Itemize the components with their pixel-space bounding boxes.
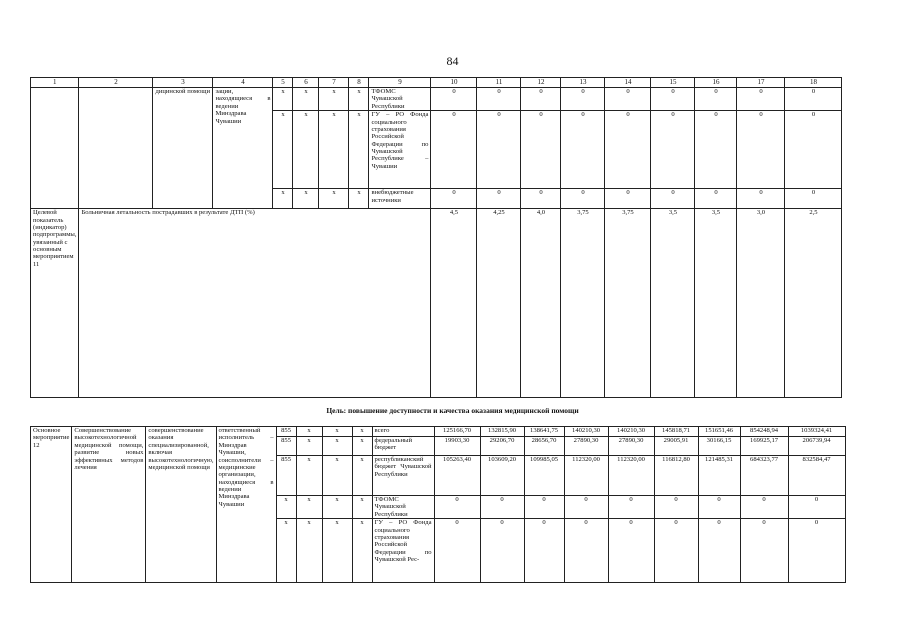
cell-source: ГУ – РО Фонда социального страхования Российской Федерации по Чувашской Рес- bbox=[372, 519, 434, 583]
cell-value: 132815,90 bbox=[480, 427, 524, 437]
program-table-bottom bbox=[30, 426, 846, 583]
cell-col5: 855 bbox=[276, 437, 296, 456]
cell-value: 0 bbox=[605, 88, 651, 111]
cell-value: 0 bbox=[737, 189, 785, 209]
cell-col6: х bbox=[296, 456, 322, 496]
cell-value: 0 bbox=[651, 88, 695, 111]
cell-col7: х bbox=[322, 496, 352, 519]
cell-value: 121485,31 bbox=[698, 456, 740, 496]
cell-col8: х bbox=[352, 437, 372, 456]
cell-value: 206739,94 bbox=[788, 437, 845, 456]
cell-value: 4,25 bbox=[477, 209, 521, 398]
cell-col8: х bbox=[349, 111, 369, 189]
cell-value: 0 bbox=[605, 189, 651, 209]
cell-value: 103609,20 bbox=[480, 456, 524, 496]
cell-value: 0 bbox=[477, 111, 521, 189]
cell-value: 0 bbox=[521, 111, 561, 189]
cell-value: 0 bbox=[695, 189, 737, 209]
cell-col6: х bbox=[296, 519, 322, 583]
cell-value: 0 bbox=[651, 111, 695, 189]
cell-col7: х bbox=[322, 427, 352, 437]
indicator-text: Больничная летальность пострадавших в результате ДТП (%) bbox=[79, 209, 431, 398]
cell-value: 4,0 bbox=[521, 209, 561, 398]
cell-value: 0 bbox=[698, 496, 740, 519]
cell-col7: х bbox=[319, 111, 349, 189]
cell-value: 0 bbox=[654, 519, 698, 583]
cell-col4: зации, находящиеся в ведении Минздрава Чувашии bbox=[213, 88, 273, 209]
cell-value: 1039324,41 bbox=[788, 427, 845, 437]
col-header: 13 bbox=[561, 78, 605, 88]
cell-value: 0 bbox=[737, 111, 785, 189]
cell-value: 138641,75 bbox=[524, 427, 564, 437]
cell-value: 0 bbox=[480, 496, 524, 519]
col-header: 8 bbox=[349, 78, 369, 88]
cell-source: ТФОМС Чувашской Республики bbox=[369, 88, 431, 111]
cell-value: 0 bbox=[561, 88, 605, 111]
cell-col8: х bbox=[352, 519, 372, 583]
cell-value: 29206,70 bbox=[480, 437, 524, 456]
cell-value: 0 bbox=[654, 496, 698, 519]
cell-col8: х bbox=[352, 456, 372, 496]
cell-value: 109985,05 bbox=[524, 456, 564, 496]
cell-source: ГУ – РО Фонда социального страхования Российской Федерации по Чувашской Республике – Чувашии bbox=[369, 111, 431, 189]
cell-value: 0 bbox=[608, 496, 654, 519]
cell-col7: х bbox=[322, 519, 352, 583]
cell-source: федеральный бюджет bbox=[372, 437, 434, 456]
cell-value: 0 bbox=[564, 496, 608, 519]
cell-col1 bbox=[31, 88, 79, 209]
cell-value: 0 bbox=[788, 496, 845, 519]
col-header: 10 bbox=[431, 78, 477, 88]
col-header: 17 bbox=[737, 78, 785, 88]
cell-value: 116812,80 bbox=[654, 456, 698, 496]
cell-value: 169925,17 bbox=[740, 437, 788, 456]
col-header: 16 bbox=[695, 78, 737, 88]
cell-value: 30166,15 bbox=[698, 437, 740, 456]
cell-value: 105263,40 bbox=[434, 456, 480, 496]
col-header: 14 bbox=[605, 78, 651, 88]
cell-col4: ответственный исполнитель – Минздрав Чувашии, соисполнители – медицинские организации, находящиеся в ведении Минздрава Чувашии bbox=[216, 427, 276, 583]
cell-col5: х bbox=[276, 496, 296, 519]
cell-value: 0 bbox=[785, 189, 842, 209]
cell-value: 0 bbox=[477, 88, 521, 111]
cell-value: 28656,70 bbox=[524, 437, 564, 456]
cell-value: 112320,00 bbox=[608, 456, 654, 496]
cell-value: 140210,30 bbox=[564, 427, 608, 437]
cell-value: 0 bbox=[524, 519, 564, 583]
cell-value: 151651,46 bbox=[698, 427, 740, 437]
cell-col5: 855 bbox=[276, 456, 296, 496]
cell-col5: х bbox=[273, 111, 293, 189]
col-header: 2 bbox=[79, 78, 153, 88]
cell-col7: х bbox=[319, 189, 349, 209]
cell-col1: Основное мероприятие 12 bbox=[31, 427, 72, 583]
cell-value: 0 bbox=[521, 88, 561, 111]
cell-col6: х bbox=[296, 437, 322, 456]
cell-col5: х bbox=[273, 189, 293, 209]
cell-value: 0 bbox=[788, 519, 845, 583]
cell-value: 3,5 bbox=[695, 209, 737, 398]
cell-col6: х bbox=[293, 111, 319, 189]
cell-col7: х bbox=[322, 456, 352, 496]
cell-value: 27890,30 bbox=[564, 437, 608, 456]
table-row bbox=[31, 427, 846, 437]
col-header: 3 bbox=[153, 78, 213, 88]
cell-col6: х bbox=[296, 496, 322, 519]
cell-value: 0 bbox=[698, 519, 740, 583]
cell-value: 0 bbox=[737, 88, 785, 111]
goal-heading: Цель: повышение доступности и качества оказания медицинской помощи bbox=[326, 406, 579, 415]
program-table-top bbox=[30, 77, 842, 398]
col-header: 1 bbox=[31, 78, 79, 88]
cell-col6: х bbox=[293, 189, 319, 209]
cell-value: 832584,47 bbox=[788, 456, 845, 496]
cell-source: всего bbox=[372, 427, 434, 437]
cell-value: 0 bbox=[740, 519, 788, 583]
cell-col8: х bbox=[349, 88, 369, 111]
cell-col6: х bbox=[296, 427, 322, 437]
cell-value: 0 bbox=[431, 111, 477, 189]
indicator-row bbox=[31, 209, 842, 398]
cell-value: 684323,77 bbox=[740, 456, 788, 496]
cell-value: 4,5 bbox=[431, 209, 477, 398]
col-header: 5 bbox=[273, 78, 293, 88]
cell-value: 140210,30 bbox=[608, 427, 654, 437]
cell-value: 0 bbox=[651, 189, 695, 209]
cell-value: 2,5 bbox=[785, 209, 842, 398]
cell-value: 0 bbox=[564, 519, 608, 583]
col-header: 6 bbox=[293, 78, 319, 88]
cell-col5: х bbox=[273, 88, 293, 111]
cell-value: 3,5 bbox=[651, 209, 695, 398]
cell-value: 0 bbox=[431, 189, 477, 209]
cell-value: 0 bbox=[785, 111, 842, 189]
cell-value: 125166,70 bbox=[434, 427, 480, 437]
cell-value: 0 bbox=[434, 519, 480, 583]
cell-value: 3,75 bbox=[561, 209, 605, 398]
column-header-row bbox=[31, 78, 842, 88]
col-header: 7 bbox=[319, 78, 349, 88]
cell-col7: х bbox=[322, 437, 352, 456]
cell-value: 0 bbox=[477, 189, 521, 209]
cell-col8: х bbox=[349, 189, 369, 209]
cell-source: республиканский бюджет Чувашской Республики bbox=[372, 456, 434, 496]
cell-value: 145818,71 bbox=[654, 427, 698, 437]
cell-col8: х bbox=[352, 427, 372, 437]
cell-value: 0 bbox=[785, 88, 842, 111]
page-number: 84 bbox=[446, 54, 459, 68]
cell-value: 0 bbox=[695, 111, 737, 189]
cell-col7: х bbox=[319, 88, 349, 111]
cell-col6: х bbox=[293, 88, 319, 111]
indicator-label: Целевой показатель (индикатор) подпрограммы, увязанный с основным мероприятием 11 bbox=[31, 209, 79, 398]
col-header: 9 bbox=[369, 78, 431, 88]
cell-value: 854248,94 bbox=[740, 427, 788, 437]
cell-col3: совершенствование оказания специализированной, включая высокотехнологичную, медицинской помощи bbox=[146, 427, 216, 583]
cell-value: 0 bbox=[561, 111, 605, 189]
cell-value: 0 bbox=[561, 189, 605, 209]
cell-source: внебюджетные источники bbox=[369, 189, 431, 209]
cell-value: 0 bbox=[605, 111, 651, 189]
cell-value: 0 bbox=[431, 88, 477, 111]
col-header: 11 bbox=[477, 78, 521, 88]
cell-source: ТФОМС Чувашской Республики bbox=[372, 496, 434, 519]
cell-value: 0 bbox=[521, 189, 561, 209]
cell-value: 0 bbox=[480, 519, 524, 583]
table-row bbox=[31, 88, 842, 111]
cell-col8: х bbox=[352, 496, 372, 519]
cell-col5: х bbox=[276, 519, 296, 583]
cell-col5: 855 bbox=[276, 427, 296, 437]
cell-value: 0 bbox=[740, 496, 788, 519]
cell-col2: Совершенствование высокотехнологичной медицинской помощи, развитие новых эффективных методов лечения bbox=[72, 427, 146, 583]
col-header: 12 bbox=[521, 78, 561, 88]
cell-col3: дицинской помощи bbox=[153, 88, 213, 209]
cell-value: 3,0 bbox=[737, 209, 785, 398]
cell-value: 0 bbox=[434, 496, 480, 519]
cell-value: 0 bbox=[608, 519, 654, 583]
col-header: 18 bbox=[785, 78, 842, 88]
cell-value: 29005,91 bbox=[654, 437, 698, 456]
cell-col2 bbox=[79, 88, 153, 209]
cell-value: 112320,00 bbox=[564, 456, 608, 496]
cell-value: 3,75 bbox=[605, 209, 651, 398]
cell-value: 19903,30 bbox=[434, 437, 480, 456]
cell-value: 0 bbox=[524, 496, 564, 519]
col-header: 4 bbox=[213, 78, 273, 88]
cell-value: 27890,30 bbox=[608, 437, 654, 456]
col-header: 15 bbox=[651, 78, 695, 88]
cell-value: 0 bbox=[695, 88, 737, 111]
